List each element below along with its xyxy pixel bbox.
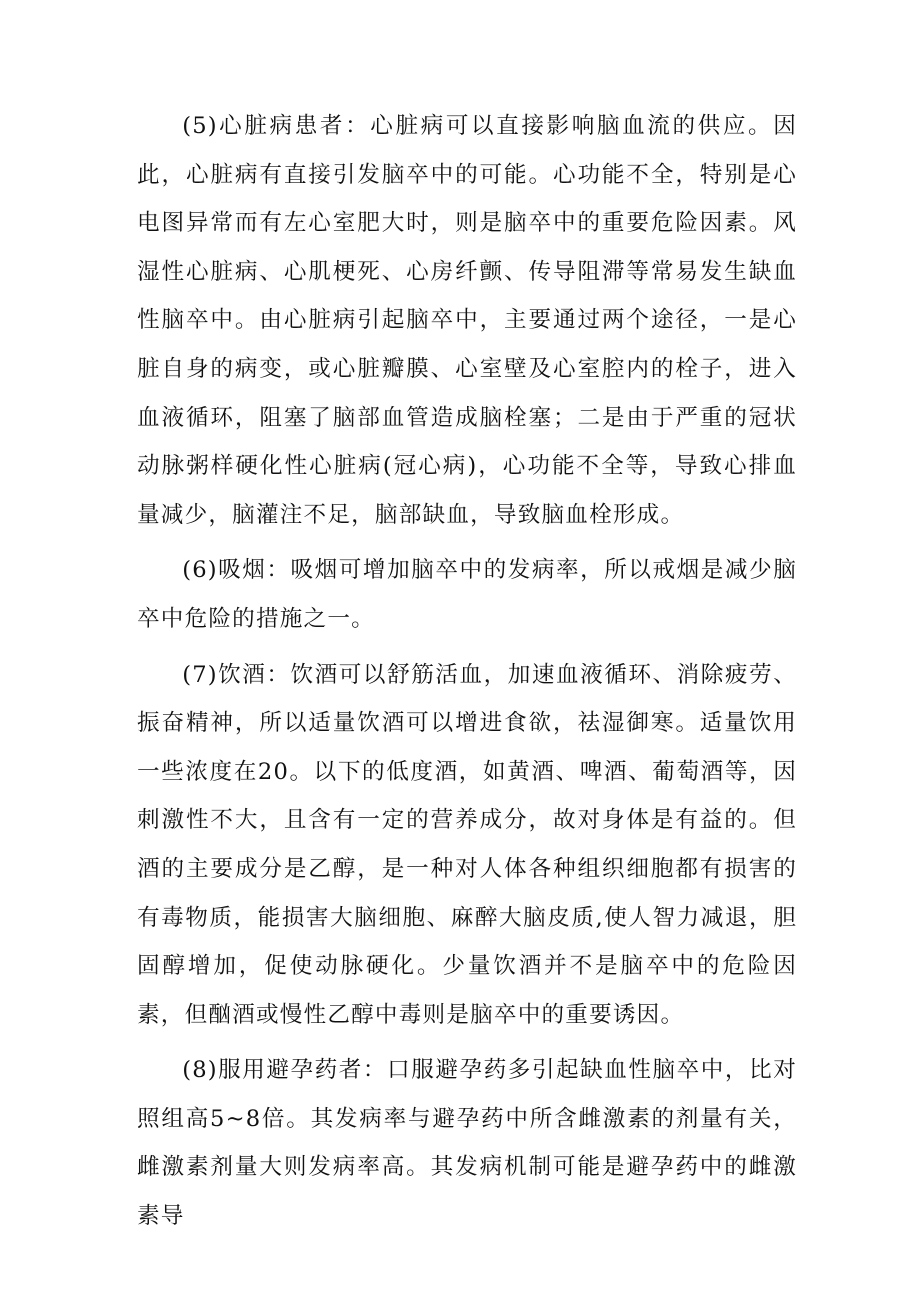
paragraph-smoking: (6)吸烟：吸烟可增加脑卒中的发病率，所以戒烟是减少脑卒中危险的措施之一。 [137, 557, 797, 632]
paragraph-drinking: (7)饮酒：饮酒可以舒筋活血，加速血液循环、消除疲劳、振奋精神，所以适量饮酒可以增进食欲，祛湿御寒。适量饮用一些浓度在20。以下的低度酒，如黄酒、啤酒、葡萄酒等，因刺激性不大，且含有一定的营养成分，故对身体是有益的。但酒的主要成分是乙醇，是一种对人体各种组织细胞都有损害的有毒物质，能损害大脑细胞、麻醉大脑皮质,使人智力减退，胆固醇增加，促使动脉硬化。少量饮酒并不是脑卒中的危险因素，但酗酒或慢性乙醇中毒则是脑卒中的重要诱因。 [137, 661, 797, 1028]
document-page [137, 102, 797, 1248]
paragraph-heart-disease: (5)心脏病患者：心脏病可以直接影响脑血流的供应。因此，心脏病有直接引发脑卒中的可能。心功能不全，特别是心电图异常而有左心室肥大时，则是脑卒中的重要危险因素。风湿性心脏病、心肌梗死、心房纤颤、传导阻滞等常易发生缺血性脑卒中。由心脏病引起脑卒中，主要通过两个途径，一是心脏自身的病变，或心脏瓣膜、心室壁及心室腔内的栓子，进入血液循环，阻塞了脑部血管造成脑栓塞；二是由于严重的冠状动脉粥样硬化性心脏病(冠心病)，心功能不全等，导致心排血量减少，脑灌注不足，脑部缺血，导致脑血栓形成。 [137, 113, 797, 528]
paragraph-contraceptives: (8)服用避孕药者：口服避孕药多引起缺血性脑卒中，比对照组高5~8倍。其发病率与避孕药中所含雌激素的剂量有关，雌激素剂量大则发病率高。其发病机制可能是避孕药中的雌激素导 [137, 1057, 797, 1230]
